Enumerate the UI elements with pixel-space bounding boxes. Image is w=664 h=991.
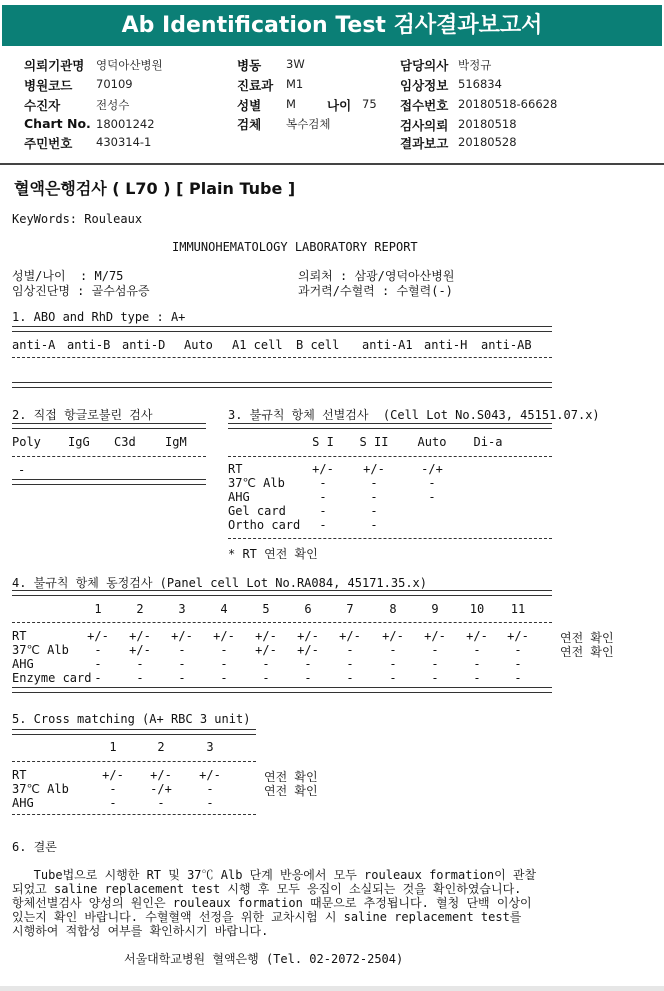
s4-col-header: 3 [178, 602, 186, 616]
s4-col-header: 7 [346, 602, 354, 616]
s3-cell: - [428, 476, 436, 490]
hospital-label: 의뢰기관명 [24, 58, 85, 73]
s4-cell: - [262, 657, 270, 671]
s5-col-header: 3 [206, 740, 214, 754]
sex-age: 성별/나이 : M/75 [12, 269, 124, 283]
s5-title: 5. Cross matching (A+ RBC 3 unit) [12, 712, 251, 726]
s3-cell: - [319, 490, 327, 504]
s3-cell: -/+ [421, 462, 443, 476]
s5-row-label: AHG [12, 796, 34, 810]
s1-col-header: anti-AB [481, 338, 532, 352]
s4-cell: - [514, 643, 522, 657]
chart-value: 18001242 [96, 117, 155, 131]
s1-title: 1. ABO and RhD type : A+ [12, 310, 186, 324]
report-title: Ab Identification Test 검사결과보고서 [2, 5, 662, 46]
chart-label: Chart No. [24, 116, 91, 131]
lab-title: IMMUNOHEMATOLOGY LABORATORY REPORT [172, 240, 418, 254]
s4-col-header: 9 [431, 602, 439, 616]
report-footer: 서울대학교병원 혈액은행 (Tel. 02-2072-2504) [124, 952, 404, 966]
s5-row-label: RT [12, 768, 27, 782]
s2-col-header: Poly [12, 435, 41, 449]
s3-note: * RT 연전 확인 [228, 547, 318, 561]
s3-cell: - [370, 476, 378, 490]
doctor-label: 담당의사 [400, 58, 449, 73]
s3-cell: - [319, 504, 327, 518]
s3-cell: - [370, 504, 378, 518]
s3-rule-bottom [228, 538, 552, 539]
s5-row-note: 연전 확인 [264, 784, 318, 798]
s3-rule-top [228, 423, 552, 429]
s4-cell: - [220, 643, 228, 657]
s4-col-header: 10 [469, 602, 485, 616]
s4-cell: - [262, 671, 270, 685]
s5-cell: +/- [199, 768, 221, 782]
s4-col-header: 5 [262, 602, 270, 616]
s1-col-header: A1 cell [232, 338, 283, 352]
s4-cell: - [473, 657, 481, 671]
s4-row-label: 37℃ Alb [12, 643, 69, 657]
s3-cell: - [370, 518, 378, 532]
id-value: 430314-1 [96, 135, 152, 149]
receipt-value: 20180518-66628 [458, 97, 558, 111]
age-value: 75 [362, 97, 377, 111]
report-header [0, 0, 664, 50]
s4-cell: - [94, 643, 102, 657]
patient-info-panel [0, 52, 664, 162]
s1-rule-mid [12, 357, 552, 358]
s3-row-label: Ortho card [228, 518, 301, 532]
s4-cell: +/- [87, 629, 109, 643]
s4-cell: +/- [297, 629, 319, 643]
s4-cell: - [136, 671, 144, 685]
s5-col-header: 2 [157, 740, 165, 754]
receipt-label: 접수번호 [400, 98, 449, 113]
s5-cell: - [109, 782, 117, 796]
s4-cell: - [431, 657, 439, 671]
s5-rule-bottom [12, 814, 256, 815]
s4-cell: - [389, 657, 397, 671]
s4-cell: +/- [129, 629, 151, 643]
request-label: 검사의뢰 [400, 118, 449, 133]
result-value: 20180528 [458, 135, 517, 149]
dept-value: M1 [286, 77, 304, 91]
s4-cell: +/- [171, 629, 193, 643]
s3-title: 3. 불규칙 항체 선별검사 (Cell Lot No.S043, 45151.07.x) [228, 408, 600, 422]
s4-cell: - [431, 671, 439, 685]
s4-col-header: 11 [510, 602, 526, 616]
s5-rule-top [12, 729, 256, 735]
s4-row-label: AHG [12, 657, 34, 671]
s4-col-header: 2 [136, 602, 144, 616]
s2-title: 2. 직접 항글로불린 검사 [12, 408, 153, 422]
s1-col-header: anti-A [12, 338, 56, 352]
s5-row-label: 37℃ Alb [12, 782, 69, 796]
s6-title: 6. 결론 [12, 840, 57, 854]
s3-row-label: AHG [228, 490, 250, 504]
s4-cell: +/- [213, 629, 235, 643]
s4-col-header: 4 [220, 602, 228, 616]
patient-value: 전성수 [96, 98, 130, 112]
s4-cell: - [94, 671, 102, 685]
code-label: 병원코드 [24, 78, 73, 93]
s3-col-header: Auto [417, 435, 447, 449]
s4-rule-bottom [12, 687, 552, 693]
doctor-value: 박정규 [458, 58, 492, 72]
s5-cell: - [109, 796, 117, 810]
s1-col-header: Auto [184, 338, 213, 352]
conclusion-line: 시행하여 적합성 여부를 확인하시기 바랍니다. [12, 924, 269, 938]
s4-cell: - [346, 657, 354, 671]
s3-cell: - [319, 476, 327, 490]
request-value: 20180518 [458, 117, 517, 131]
s4-cell: - [473, 671, 481, 685]
s5-cell: - [206, 782, 214, 796]
specimen-value: 복수검체 [286, 117, 331, 131]
s4-title: 4. 불규칙 항체 동정검사 (Panel cell Lot No.RA084, 45171.35.x) [12, 576, 427, 590]
header-separator [0, 163, 664, 165]
s4-cell: +/- [255, 643, 277, 657]
s1-col-header: anti-B [67, 338, 111, 352]
s4-cell: - [178, 671, 186, 685]
s4-cell: - [514, 671, 522, 685]
hospital-value: 영덕아산병원 [96, 58, 163, 72]
s4-col-header: 1 [94, 602, 102, 616]
s2-rule-bottom [12, 479, 206, 485]
keywords: KeyWords: Rouleaux [12, 212, 143, 226]
s2-rule-top [12, 423, 206, 429]
s4-col-header: 8 [389, 602, 397, 616]
s4-cell: - [304, 671, 312, 685]
s1-rule-top [12, 326, 552, 332]
s1-col-header: B cell [296, 338, 340, 352]
s4-cell: - [220, 671, 228, 685]
s4-cell: - [346, 671, 354, 685]
s3-col-header: Di-a [473, 435, 503, 449]
s4-cell: - [431, 643, 439, 657]
s3-cell: +/- [363, 462, 385, 476]
age-label: 나이 [327, 98, 352, 113]
s3-row-label: RT [228, 462, 243, 476]
s2-rule-mid [12, 456, 206, 457]
s4-cell: +/- [507, 629, 529, 643]
clinical-label: 임상정보 [400, 78, 449, 93]
s2-value: - [18, 463, 26, 477]
s4-cell: - [473, 643, 481, 657]
patient-label: 수진자 [24, 98, 61, 113]
s4-row-note: 연전 확인 [560, 631, 614, 645]
diagnosis: 임상진단명 : 골수섬유증 [12, 284, 150, 298]
s1-col-header: anti-H [424, 338, 468, 352]
ward-value: 3W [286, 57, 305, 71]
s3-cell: - [370, 490, 378, 504]
s4-cell: - [136, 657, 144, 671]
s4-cell: - [389, 671, 397, 685]
s3-cell: - [319, 518, 327, 532]
s5-rule-mid [12, 761, 256, 762]
s2-col-header: IgM [165, 435, 187, 449]
specimen-label: 검체 [237, 117, 262, 132]
s3-rule-mid [228, 456, 552, 457]
s1-col-header: anti-D [122, 338, 166, 352]
s4-rule-mid [12, 622, 552, 623]
clinical-value: 516834 [458, 77, 502, 91]
s4-cell: +/- [339, 629, 361, 643]
s3-cell: - [428, 490, 436, 504]
conclusion-line: 되었고 saline replacement test 시행 후 모두 응집이 소실되는 것을 확인하였습니다. [12, 882, 522, 896]
s3-cell: +/- [312, 462, 334, 476]
s3-col-header: S II [359, 435, 389, 449]
s4-row-label: Enzyme card [12, 671, 92, 685]
s4-cell: +/- [129, 643, 151, 657]
s5-cell: +/- [102, 768, 124, 782]
conclusion-line: 있는지 확인 바랍니다. 수혈혈액 선정을 위한 교차시험 시 saline replacement test를 [12, 910, 522, 924]
conclusion-line: 항체선별검사 양성의 원인은 rouleaux formation 때문으로 추정됩니다. 혈청 단백 이상이 [12, 896, 532, 910]
s4-cell: +/- [466, 629, 488, 643]
s3-row-label: Gel card [228, 504, 286, 518]
s4-cell: - [514, 657, 522, 671]
s5-cell: -/+ [150, 782, 172, 796]
s3-col-header: S I [312, 435, 334, 449]
code-value: 70109 [96, 77, 133, 91]
dept-label: 진료과 [237, 78, 274, 93]
id-label: 주민번호 [24, 136, 73, 151]
s4-cell: - [94, 657, 102, 671]
sex-value: M [286, 97, 296, 111]
s4-cell: - [178, 657, 186, 671]
s2-col-header: C3d [114, 435, 136, 449]
s5-cell: - [206, 796, 214, 810]
s4-cell: - [304, 657, 312, 671]
s5-col-header: 1 [109, 740, 117, 754]
s4-cell: - [220, 657, 228, 671]
s5-cell: - [157, 796, 165, 810]
s1-col-header: anti-A1 [362, 338, 413, 352]
s4-cell: - [178, 643, 186, 657]
s4-row-label: RT [12, 629, 27, 643]
s4-row-note: 연전 확인 [560, 645, 614, 659]
s5-cell: +/- [150, 768, 172, 782]
s4-cell: +/- [255, 629, 277, 643]
bottom-edge [0, 986, 664, 991]
s4-cell: - [389, 643, 397, 657]
requester: 의뢰처 : 삼광/영덕아산병원 [298, 269, 455, 283]
report-body [0, 166, 664, 991]
sex-label: 성별 [237, 98, 262, 113]
s4-col-header: 6 [304, 602, 312, 616]
s3-row-label: 37℃ Alb [228, 476, 285, 490]
ward-label: 병동 [237, 58, 262, 73]
history: 과거력/수혈력 : 수혈력(-) [298, 284, 453, 298]
s4-cell: +/- [424, 629, 446, 643]
conclusion-line: Tube법으로 시행한 RT 및 37℃ Alb 단계 반응에서 모두 rouleaux formation이 관찰 [12, 868, 537, 882]
s5-row-note: 연전 확인 [264, 770, 318, 784]
report-heading: 혈액은행검사 ( L70 ) [ Plain Tube ] [14, 179, 296, 198]
s4-rule-top [12, 590, 552, 596]
s4-cell: +/- [382, 629, 404, 643]
s4-cell: +/- [297, 643, 319, 657]
s1-rule-bottom [12, 382, 552, 388]
s2-col-header: IgG [68, 435, 90, 449]
s4-cell: - [346, 643, 354, 657]
result-label: 결과보고 [400, 136, 449, 151]
